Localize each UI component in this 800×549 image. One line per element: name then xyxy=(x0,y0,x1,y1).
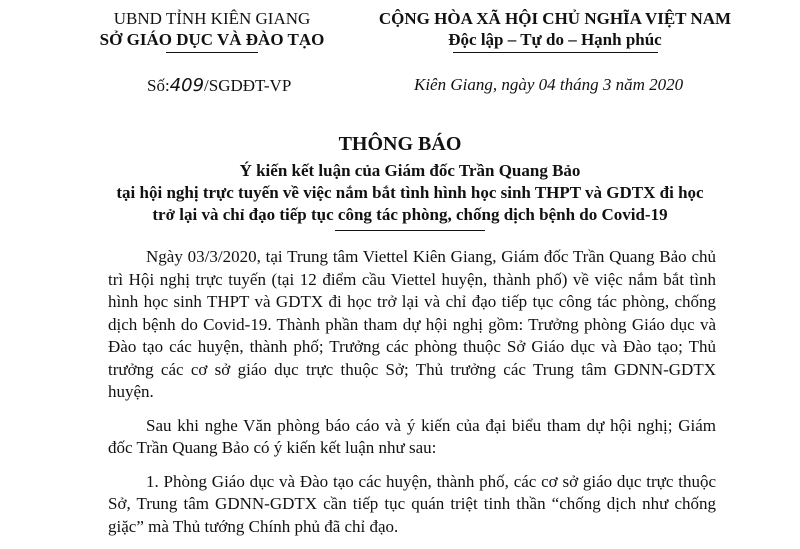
doc-number-handwritten: 409 xyxy=(169,75,205,96)
body-paragraph-1: Ngày 03/3/2020, tại Trung tâm Viettel Kiên Giang, Giám đốc Trần Quang Bảo chủ trì Hội nghị trực tuyến (tại 12 điểm cầu Viettel huyện, thành phố) về việc nắm bắt tình hình học sinh THPT và GDTX đi học trở lại và chỉ đạo tiếp tục công tác phòng, chống dịch bệnh do Covid-19. Thành phần tham dự hội nghị gồm: Trưởng phòng Giáo dục và Đào tạo các huyện, thành phố; Trưởng các phòng thuộc Sở Giáo dục và Đào tạo; Thủ trưởng các cơ sở giáo dục trực thuộc Sở; Thủ trưởng các Trung tâm GDNN-GDTX huyện. xyxy=(108,247,716,401)
document-subtitle xyxy=(80,160,740,231)
subtitle-line-3: trở lại và chỉ đạo tiếp tục công tác phòng, chống dịch bệnh do Covid-19 xyxy=(152,205,668,224)
issuer-department: SỞ GIÁO DỤC VÀ ĐÀO TẠO xyxy=(99,30,325,49)
place-and-date: Kiên Giang, ngày 04 tháng 3 năm 2020 xyxy=(414,75,684,94)
document-body xyxy=(108,246,716,549)
document-title: THÔNG BÁO xyxy=(338,133,462,155)
document-number xyxy=(147,75,291,96)
body-paragraph-3: 1. Phòng Giáo dục và Đào tạo các huyện, thành phố, các cơ sở giáo dục trực thuộc Sở, Trung tâm GDNN-GDTX cần tiếp tục quán triệt tinh thần “chống dịch như chống giặc” mà Thủ tướng Chính phủ đã chỉ đạo. xyxy=(108,471,716,536)
subtitle-line-2: tại hội nghị trực tuyến về việc nắm bắt tình hình học sinh THPT và GDTX đi học xyxy=(116,183,704,202)
national-motto: Độc lập – Tự do – Hạnh phúc xyxy=(448,30,662,49)
issuer-underline xyxy=(166,52,258,53)
body-paragraph-2: Sau khi nghe Văn phòng báo cáo và ý kiến của đại biểu tham dự hội nghị; Giám đốc Trần Quang Bảo có ý kiến kết luận như sau: xyxy=(108,415,716,457)
motto-underline xyxy=(453,52,658,53)
issuer-org: UBND TỈNH KIÊN GIANG xyxy=(113,9,311,28)
doc-number-prefix: Số: xyxy=(147,76,170,95)
issuer-block xyxy=(92,8,332,53)
nation-name: CỘNG HÒA XÃ HỘI CHỦ NGHĨA VIỆT NAM xyxy=(378,9,732,28)
doc-number-suffix: /SGDĐT-VP xyxy=(204,76,292,95)
subtitle-underline xyxy=(335,230,485,231)
national-header xyxy=(345,8,765,53)
subtitle-line-1: Ý kiến kết luận của Giám đốc Trần Quang Bảo xyxy=(239,161,581,180)
